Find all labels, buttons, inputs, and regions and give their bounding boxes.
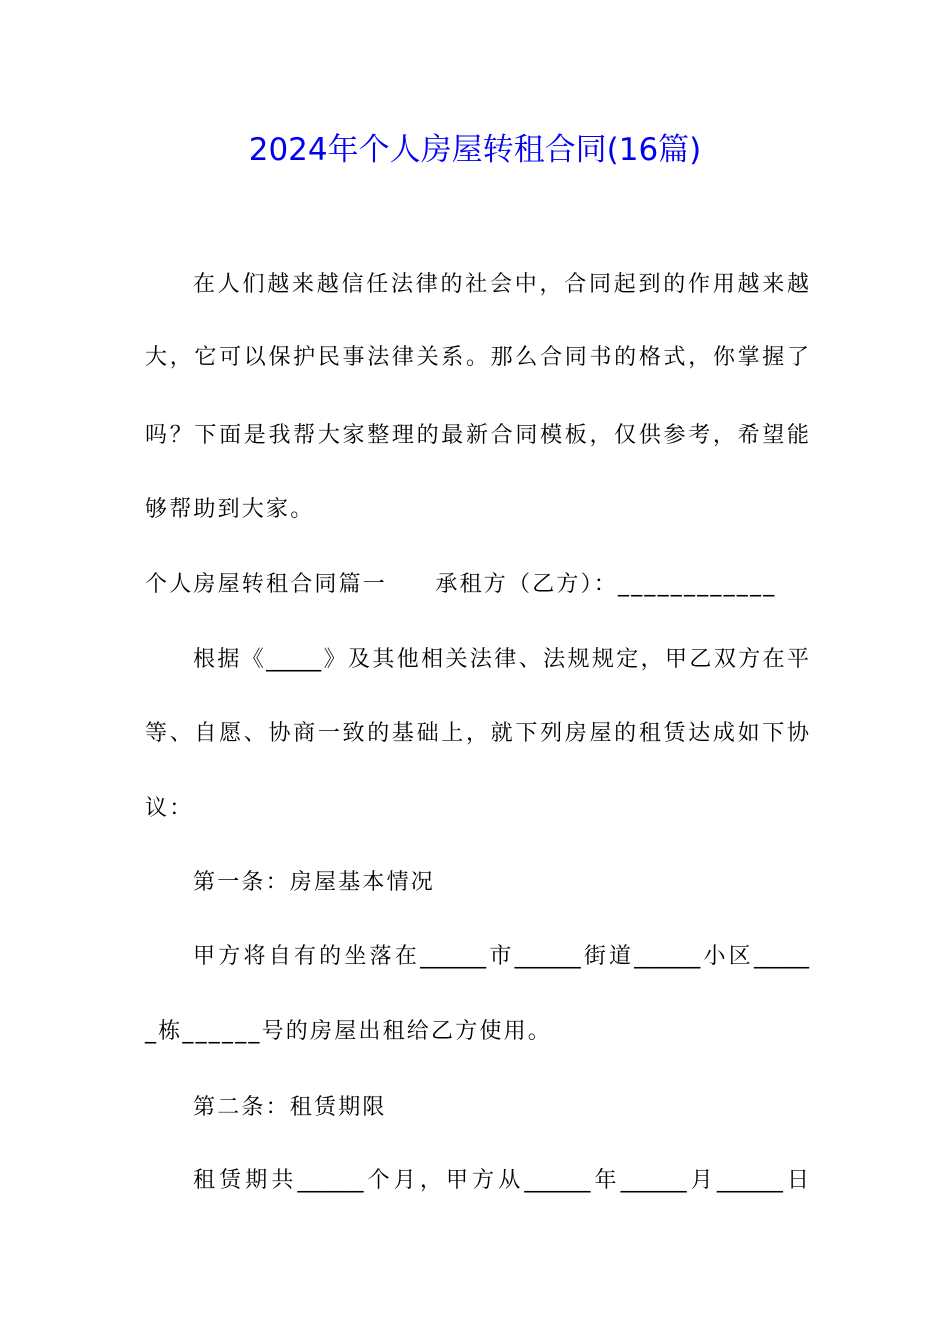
intro-line-2: 大，它可以保护民事法律关系。那么合同书的格式，你掌握了 [145,345,809,370]
article-2-line-1: 租赁期共______个月，甲方从______年______月______日 [193,1168,809,1193]
intro-line-3: 吗？下面是我帮大家整理的最新合同模板，仅供参考，希望能 [145,423,809,448]
basis-line-1: 根据《_____》及其他相关法律、法规规定，甲乙双方在平 [193,647,809,672]
intro-line-4: 够帮助到大家。 [145,497,315,522]
basis-line-2: 等、自愿、协商一致的基础上，就下列房屋的租赁达成如下协 [145,721,809,746]
section-heading-line: 个人房屋转租合同篇一 承租方（乙方）：____________ [145,572,777,597]
intro-line-1: 在人们越来越信任法律的社会中，合同起到的作用越来越 [193,272,809,297]
article-1-line-2: _栋______号的房屋出租给乙方使用。 [145,1019,553,1044]
article-1-line-1: 甲方将自有的坐落在______市______街道______小区_____ [193,944,809,969]
article-2-heading: 第二条：租赁期限 [193,1095,387,1120]
article-1-heading: 第一条：房屋基本情况 [193,870,436,895]
basis-line-3: 议： [145,796,194,821]
document-title: 2024年个人房屋转租合同(16篇) [248,132,702,168]
